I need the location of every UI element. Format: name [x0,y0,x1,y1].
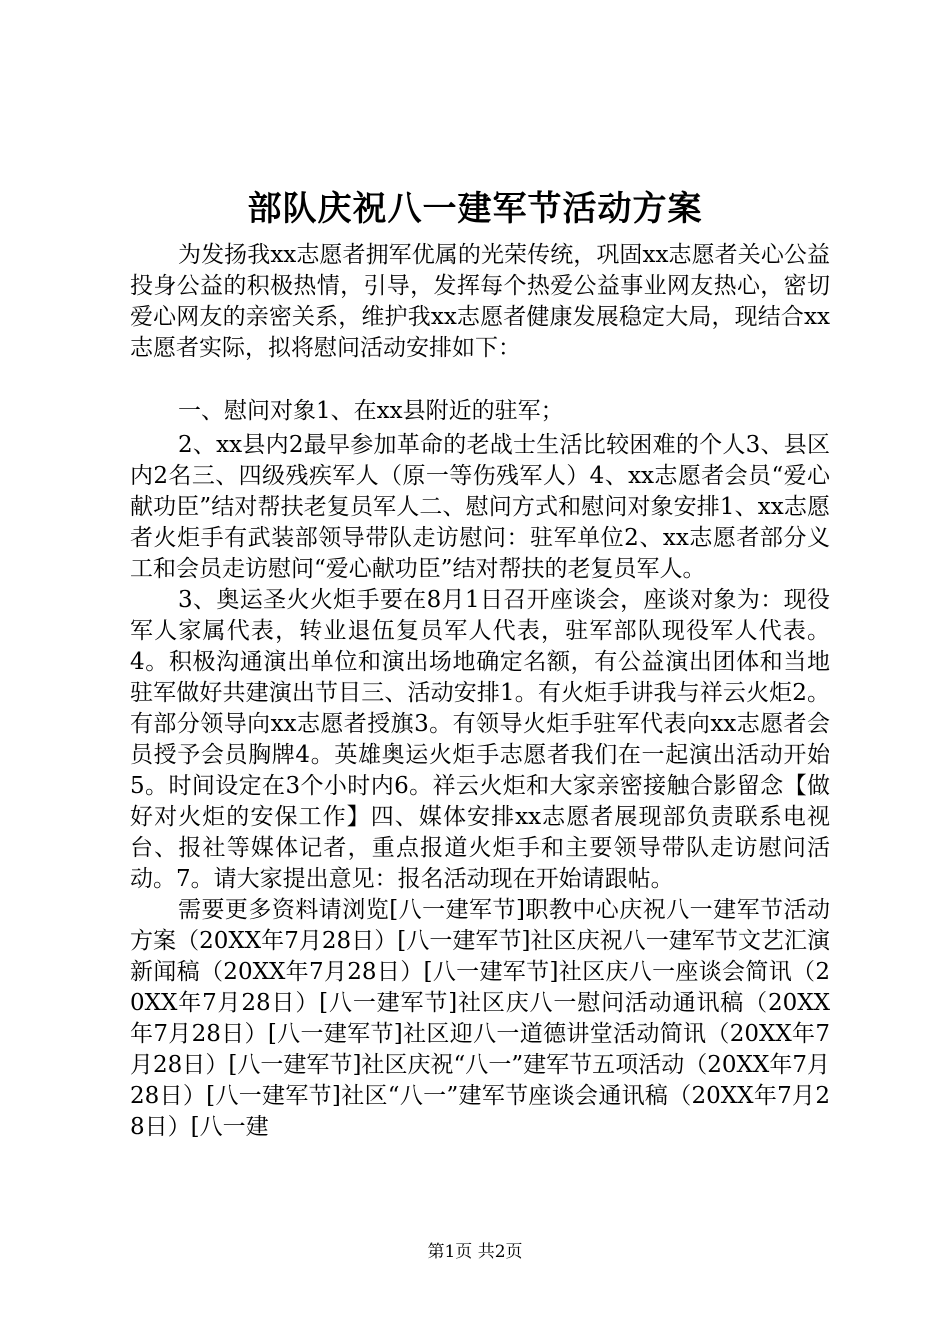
page-footer: 第1页 共2页 [427,1242,523,1262]
condolence-details-paragraph: 2、xx县内2最早参加革命的老战士生活比较困难的个人3、县区内2名三、四级残疾军人（原一等伤残军人）4、xx志愿者会员“爱心献功臣”结对帮扶老复员军人二、慰问方式和慰问对象安排1、xx志愿者火炬手有武装部领导带队走访慰问：驻军单位2、xx志愿者部分义工和会员走访慰问“爱心献功臣”结对帮扶的老复员军人。 [130,432,830,582]
intro-paragraph: 为发扬我xx志愿者拥军优属的光荣传统，巩固xx志愿者关心公益投身公益的积极热情，引导，发挥每个热爱公益事业网友热心，密切爱心网友的亲密关系，维护我xx志愿者健康发展稳定大局，现结合xx志愿者实际，拟将慰问活动安排如下： [130,242,830,361]
condolence-targets-paragraph: 一、慰问对象1、在xx县附近的驻军； [178,398,564,424]
document-body [130,240,830,1143]
more-resources-paragraph: 需要更多资料请浏览[八一建军节]职教中心庆祝八一建军节活动方案（20XX年7月28日）[八一建军节]社区庆祝八一建军节文艺汇演新闻稿（20XX年7月28日）[八一建军节]社区庆八一座谈会简讯（20XX年7月28日）[八一建军节]社区庆八一慰问活动通讯稿（20XX年7月28日）[八一建军节]社区迎八一道德讲堂活动简讯（20XX年7月28日）[八一建军节]社区庆祝“八一”建军节五项活动（20XX年7月28日）[八一建军节]社区“八一”建军节座谈会通讯稿（20XX年7月28日）[八一建 [130,897,830,1140]
document-title: 部队庆祝八一建军节活动方案 [247,189,703,229]
activity-arrangement-paragraph: 3、奥运圣火火炬手要在8月1日召开座谈会，座谈对象为：现役军人家属代表，转业退伍复员军人代表，驻军部队现役军人代表。4。积极沟通演出单位和演出场地确定名额，有公益演出团体和当地驻军做好共建演出节目三、活动安排1。有火炬手讲我与祥云火炬2。有部分领导向xx志愿者授旗3。有领导火炬手驻军代表向xx志愿者会员授予会员胸牌4。英雄奥运火炬手志愿者我们在一起演出活动开始5。时间设定在3个小时内6。祥云火炬和大家亲密接触合影留念【做好对火炬的安保工作】四、媒体安排xx志愿者展现部负责联系电视台、报社等媒体记者，重点报道火炬手和主要领导带队走访慰问活动。7。请大家提出意见：报名活动现在开始请跟帖。 [130,587,830,892]
